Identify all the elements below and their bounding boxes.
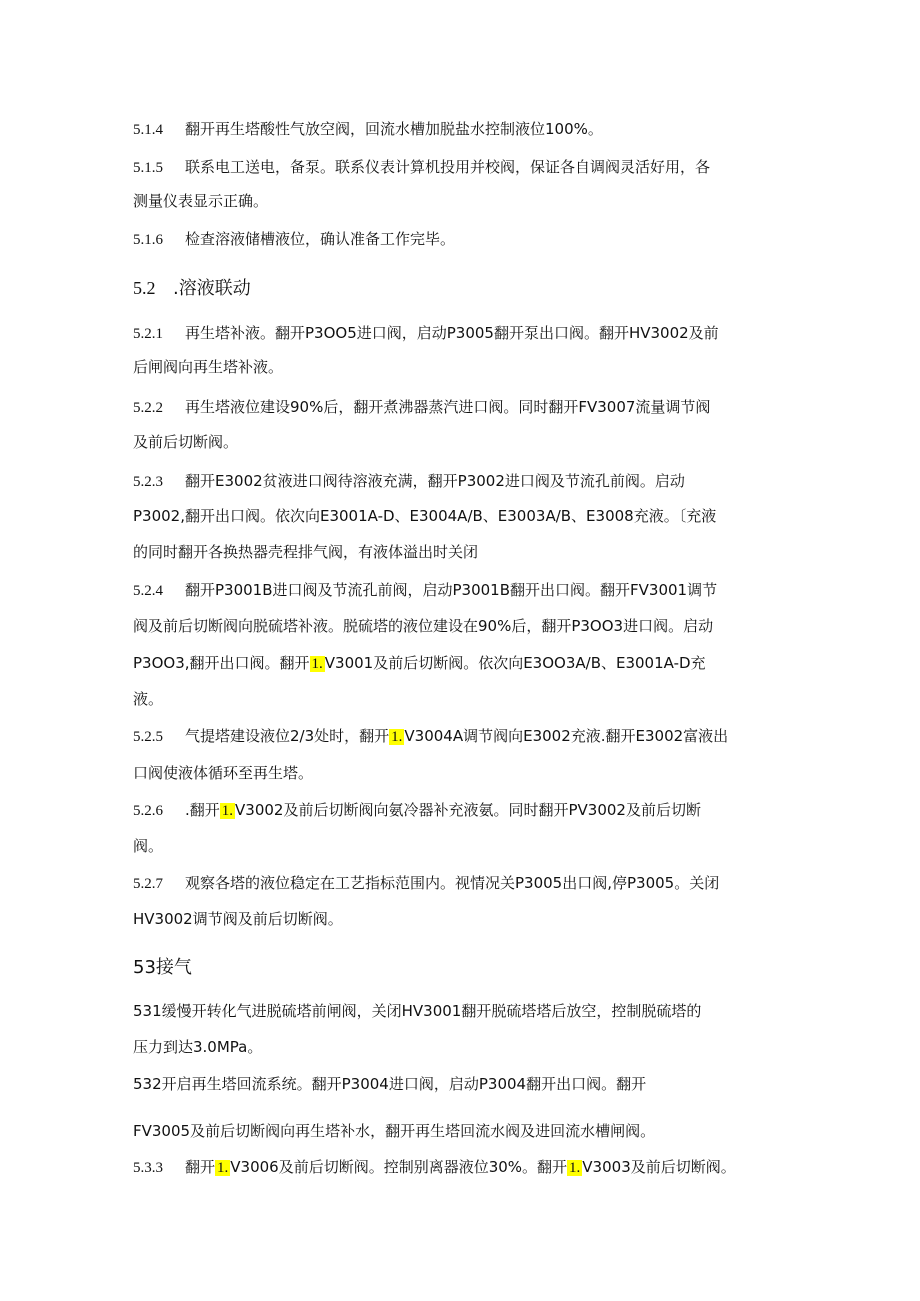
para-number: 5.3.3 (133, 1160, 163, 1176)
para-number: 5.1.4 (133, 122, 163, 138)
para-number: 5.2.1 (133, 326, 163, 342)
para-number: 5.1.5 (133, 160, 163, 176)
para-5-2-3-line-1 (133, 470, 685, 493)
highlighted-text: 1. (217, 1160, 229, 1176)
para-5-1-5-line-1 (133, 156, 710, 179)
para-number: 5.1.6 (133, 232, 163, 248)
highlighted-text: 1. (391, 729, 403, 745)
para-5-2-5-line-2: 口阀使液体循环至再生塔。 (133, 764, 314, 782)
para-5-2-4-line-4: 液。 (133, 690, 164, 708)
para-text: 再生塔补液。翻开P3OO5进口阀，启动P3005翻开泵出口阀。翻开HV3002及前 (185, 324, 719, 342)
para-5-2-1-line-1 (133, 322, 719, 345)
para-text: 再生塔液位建设90%后，翻开煮沸器蒸汽进口阀。同时翻开FV3007流量调节阀 (185, 398, 711, 416)
para-text: 翻开 (185, 1158, 216, 1176)
para-text: 翻开E3002贫液进口阀待溶液充满，翻开P3002进口阀及节流孔前阀。启动 (185, 472, 685, 490)
para-text: V3006及前后切断阀。控制别离器液位30%。翻开 (230, 1158, 568, 1176)
para-text: 翻开P3001B进口阀及节流孔前阀，启动P3001B翻开出口阀。翻开FV3001调节 (185, 581, 718, 599)
para-5-3-2-line-1: 532开启再生塔回流系统。翻开P3004进口阀，启动P3004翻开出口阀。翻开 (133, 1075, 647, 1093)
para-number: 5.2.3 (133, 474, 163, 490)
para-5-2-6-line-2: 阀。 (133, 837, 164, 855)
para-number: 5.2.4 (133, 583, 163, 599)
para-5-2-7-line-1 (133, 872, 719, 895)
para-text: .翻开 (185, 801, 220, 819)
para-5-2-4-line-2: 阀及前后切断阀向脱硫塔补液。脱硫塔的液位建设在90%后，翻开P3OO3进口阀。启动 (133, 617, 714, 635)
para-number: 5.2.6 (133, 803, 163, 819)
para-5-2-2-line-1 (133, 396, 710, 419)
para-5-2-2-line-2: 及前后切断阀。 (133, 433, 239, 451)
para-number: 5.2.2 (133, 400, 163, 416)
highlighted-text: 1. (569, 1160, 581, 1176)
para-5-2-4-line-1 (133, 579, 717, 602)
para-number: 5.2.5 (133, 729, 163, 745)
para-5-1-4-line-1 (133, 118, 603, 141)
para-5-3-3-line-1 (133, 1156, 736, 1179)
highlighted-text: 1. (311, 656, 323, 672)
para-text: V3002及前后切断阀向氨冷器补充液氨。同时翻开PV3002及前后切断 (235, 801, 701, 819)
section-title: .溶液联动 (173, 278, 251, 299)
para-number: 5.2.7 (133, 876, 163, 892)
section-heading-5-2 (133, 275, 251, 302)
para-5-2-4-line-3 (133, 652, 706, 675)
para-text: 检查溶液储槽液位，确认准备工作完毕。 (185, 230, 456, 248)
para-text: 气提塔建设液位2/3处时，翻开 (185, 727, 390, 745)
para-5-3-2-line-2: FV3005及前后切断阀向再生塔补水，翻开再生塔回流水阀及进回流水槽闸阀。 (133, 1122, 656, 1140)
para-5-3-1-line-1: 531缓慢开转化气进脱硫塔前闸阀，关闭HV3001翻开脱硫塔塔后放空，控制脱硫塔的 (133, 1002, 702, 1020)
highlighted-text: 1. (221, 803, 234, 819)
para-5-2-3-line-3: 的同时翻开各换热器壳程排气阀，有液体溢出时关闭 (133, 543, 479, 561)
para-text: V3003及前后切断阀。 (582, 1158, 736, 1176)
para-5-2-3-line-2: P3002,翻开出口阀。依次向E3001A-D、E3004A/B、E3003A/B、E3008充液。〔充液 (133, 507, 717, 525)
para-text: 联系电工送电，备泵。联系仪表计算机投用并校阀，保证各自调阀灵活好用，各 (185, 158, 711, 176)
para-5-1-5-line-2: 测量仪表显示正确。 (133, 192, 269, 210)
para-5-3-1-line-2: 压力到达3.0MPa。 (133, 1038, 263, 1056)
para-text: V3004A调节阀向E3002充液.翻开E3002富液出 (404, 727, 729, 745)
para-text: 观察各塔的液位稳定在工艺指标范围内。视情况关P3005出口阀,停P3005。关闭 (185, 874, 720, 892)
para-text: 翻开再生塔酸性气放空阀，回流水槽加脱盐水控制液位100%。 (185, 120, 603, 138)
para-text: P3OO3,翻开出口阀。翻开 (133, 654, 310, 672)
para-5-1-6-line-1 (133, 228, 455, 251)
para-5-2-5-line-1 (133, 725, 728, 748)
para-5-2-6-line-1 (133, 799, 701, 822)
section-number: 5.2 (133, 278, 156, 298)
para-5-2-1-line-2: 后闸阀向再生塔补液。 (133, 358, 284, 376)
para-5-2-7-line-2: HV3002调节阀及前后切断阀。 (133, 910, 343, 928)
section-heading-5-3: 53接气 (133, 957, 192, 978)
para-text: V3001及前后切断阀。依次向E3OO3A/B、E3001A-D充 (324, 654, 706, 672)
